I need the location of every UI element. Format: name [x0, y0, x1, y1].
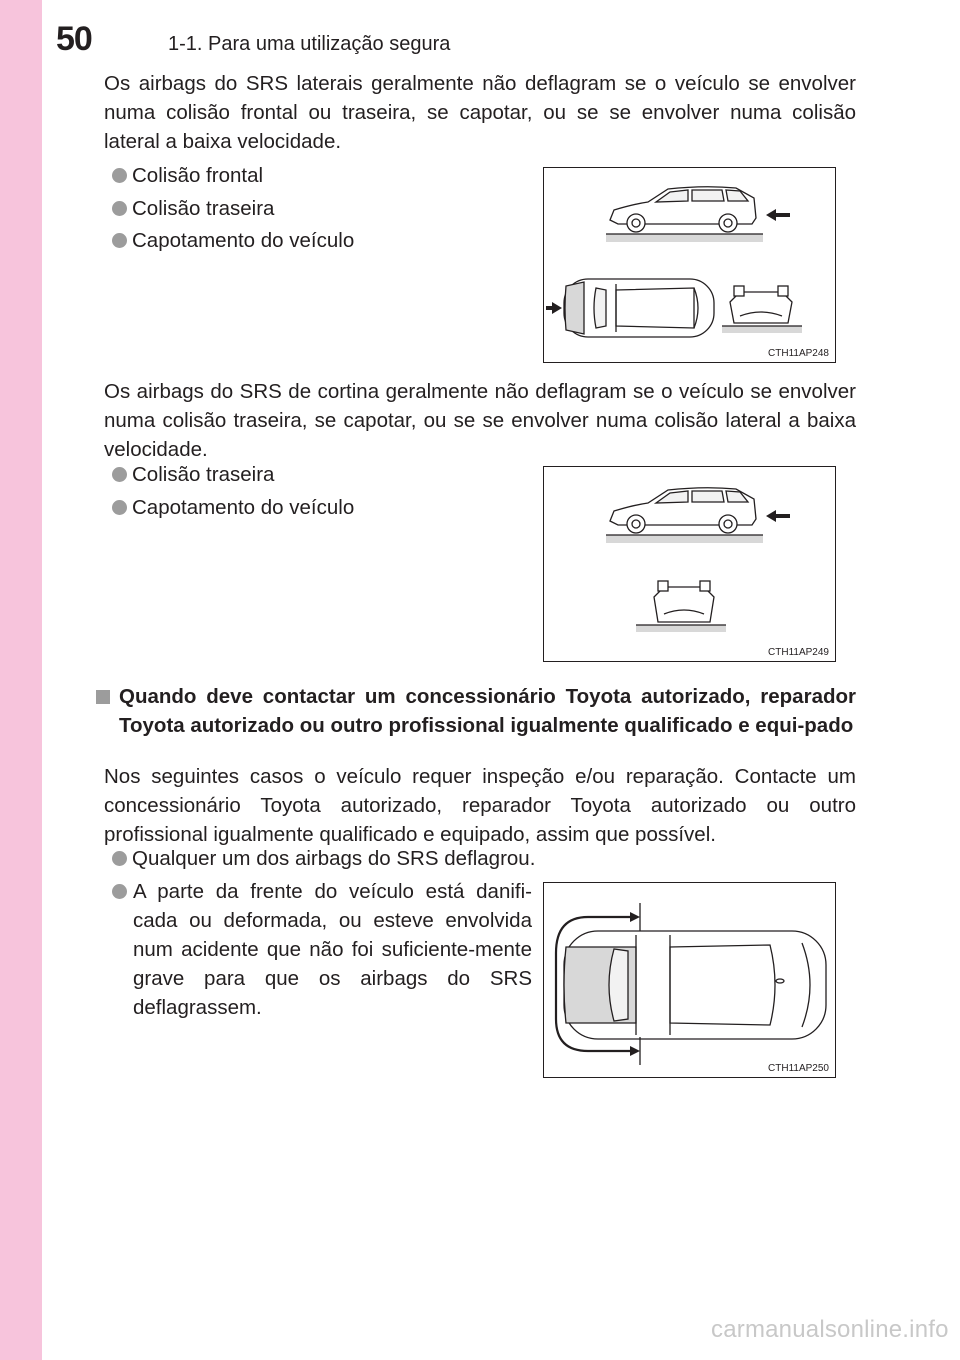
car-collision-illustration [544, 168, 835, 362]
figure-curtain-airbag-collisions [543, 466, 836, 662]
figure-code: CTH11AP249 [768, 647, 829, 658]
bullet-text: Colisão traseira [132, 463, 275, 486]
bullet-text: Capotamento do veículo [132, 496, 355, 519]
page-number: 50 [56, 20, 92, 58]
front-damage-illustration [544, 883, 835, 1077]
heading-square-icon [96, 690, 110, 704]
bullet-item [112, 194, 274, 223]
bullet-item [112, 493, 354, 522]
top-view-car [564, 931, 826, 1039]
bullet-dot-icon [112, 500, 127, 515]
rear-impact-arrow-icon [766, 209, 790, 221]
bullet-dot-icon [112, 201, 127, 216]
rear-impact-arrow-icon [766, 510, 790, 522]
figure-code: CTH11AP248 [768, 348, 829, 359]
side-view-car [606, 488, 763, 543]
figure-front-damage [543, 882, 836, 1078]
watermark: carmanualsonline.info [711, 1316, 949, 1343]
bullet-text: Qualquer um dos airbags do SRS deflagrou. [132, 847, 536, 870]
bullet-text: A parte da frente do veículo está danifi-cada ou deformada, ou esteve envolvida num acidente que não foi suficiente-mente grave para que os airbags do SRS deflagrassem. [133, 880, 532, 1019]
bullet-dot-icon [112, 467, 127, 482]
paragraph-inspection: Nos seguintes casos o veículo requer inspeção e/ou reparação. Contacte um concessionário Toyota autorizado, reparador Toyota autorizado ou outro profissional igualmente qualificado e equipado, assim que possível. [104, 765, 856, 846]
bullet-dot-icon [112, 851, 127, 866]
bullet-item [112, 460, 274, 489]
bullet-text: Colisão frontal [132, 164, 264, 187]
top-view-car [564, 279, 714, 337]
section-heading [96, 682, 856, 740]
section-title: 1-1. Para uma utilização segura [168, 33, 451, 55]
car-collision-illustration [544, 467, 835, 661]
side-band [0, 0, 42, 1360]
paragraph-curtain-airbags: Os airbags do SRS de cortina geralmente não deflagram se o veículo se envolver numa colisão traseira, se capotar, ou se se envolver numa colisão lateral a baixa velocidade. [104, 380, 856, 461]
bullet-item [112, 844, 535, 873]
bullet-dot-icon [112, 884, 127, 899]
bullet-dot-icon [112, 168, 127, 183]
figure-side-airbag-collisions [543, 167, 836, 363]
front-impact-arrow-icon [546, 302, 562, 314]
bullet-text: Capotamento do veículo [132, 229, 355, 252]
figure-code: CTH11AP250 [768, 1063, 829, 1074]
side-view-car [606, 187, 763, 242]
bullet-text: Colisão traseira [132, 197, 275, 220]
bullet-item [112, 226, 354, 255]
overturned-car [636, 581, 726, 632]
overturned-car [722, 286, 802, 333]
bullet-item [112, 877, 532, 1022]
heading-text: Quando deve contactar um concessionário Toyota autorizado, reparador Toyota autorizado ou outro profissional igualmente qualificado e equi-pado [119, 685, 856, 737]
bullet-dot-icon [112, 233, 127, 248]
bullet-item [112, 161, 263, 190]
paragraph-side-airbags: Os airbags do SRS laterais geralmente não deflagram se o veículo se envolver numa colisão frontal ou traseira, se capotar, ou se se envolver numa colisão lateral a baixa velocidade. [104, 72, 856, 153]
